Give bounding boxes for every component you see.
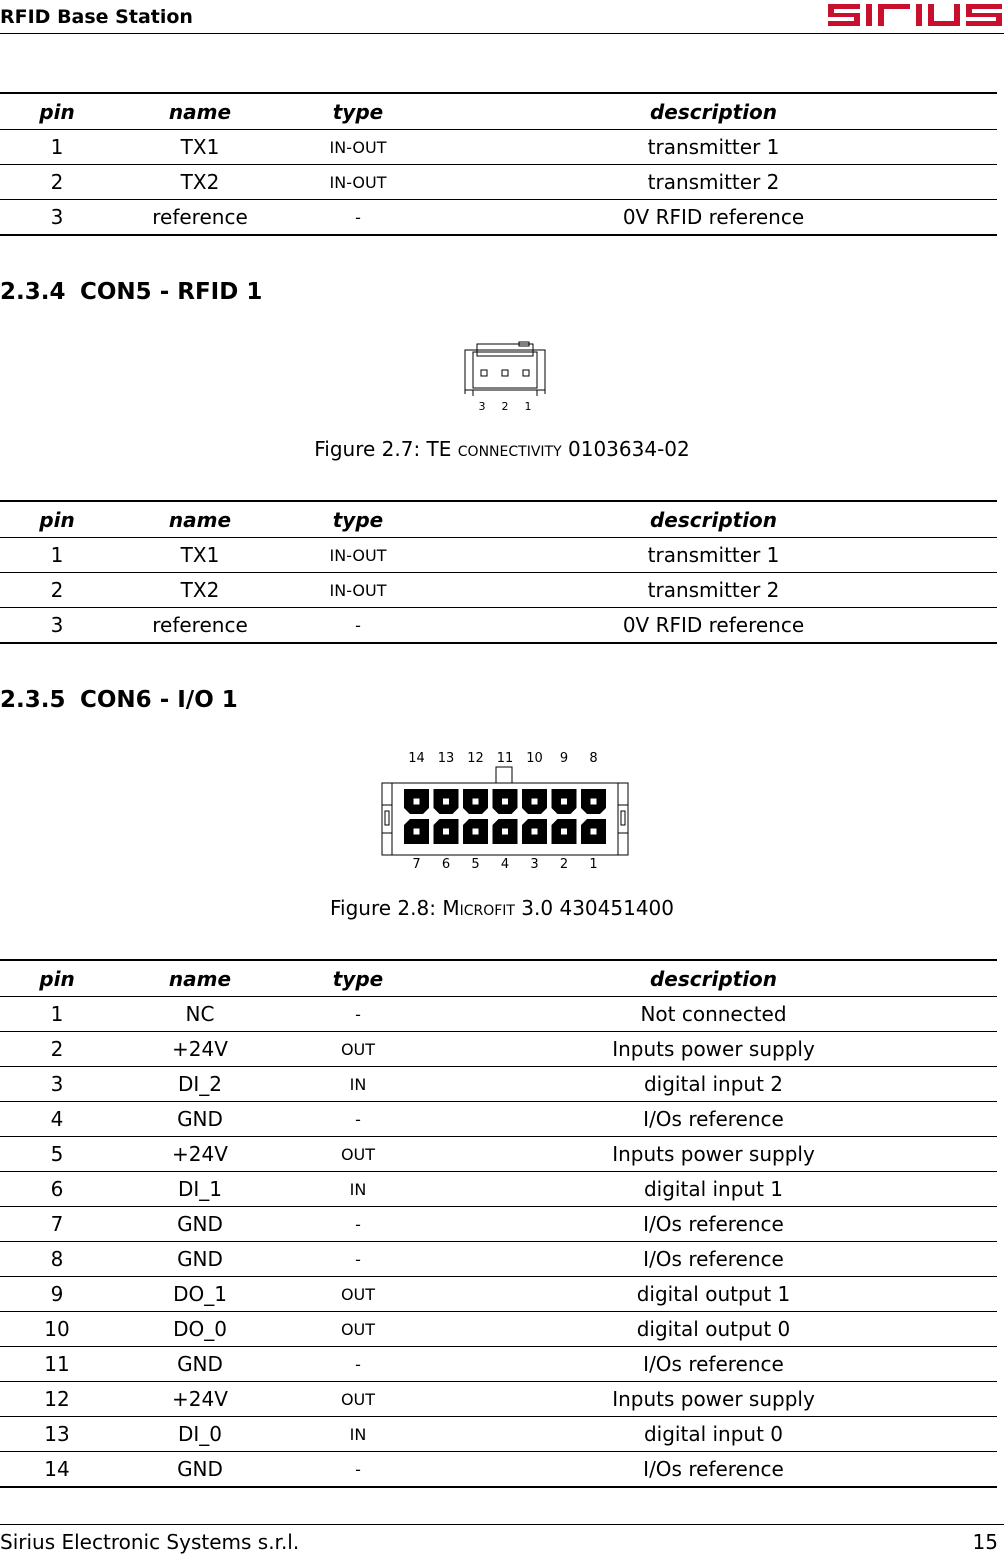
pin-contact (502, 829, 508, 835)
pin-table-1 (0, 92, 997, 236)
caption-prefix: Figure 2.8: (329, 896, 443, 920)
table-row (0, 1277, 997, 1312)
col-description: description (430, 93, 997, 130)
figure-caption-2-8 (0, 896, 1004, 920)
cell-pin: 13 (0, 1417, 114, 1452)
cell-name: TX2 (114, 165, 286, 200)
pin-contact (443, 829, 449, 835)
pin-table-3 (0, 959, 997, 1488)
cell-description: transmitter 2 (430, 573, 997, 608)
cell-type: IN (286, 1417, 430, 1452)
cell-type: - (286, 1242, 430, 1277)
col-description: description (430, 501, 997, 538)
cell-type: - (286, 1452, 430, 1488)
cell-description: digital input 2 (430, 1067, 997, 1102)
pin-square-3 (481, 370, 487, 376)
cell-pin: 11 (0, 1347, 114, 1382)
cell-type: OUT (286, 1032, 430, 1067)
section-title: CON5 - RFID 1 (80, 279, 263, 305)
cell-name: NC (114, 997, 286, 1032)
pin-contact (502, 799, 508, 805)
cell-description: digital input 1 (430, 1172, 997, 1207)
cell-name: DO_0 (114, 1312, 286, 1347)
pin-contact (532, 829, 538, 835)
cell-name: GND (114, 1102, 286, 1137)
header-title: RFID Base Station (0, 6, 193, 28)
table-row (0, 1102, 997, 1137)
cell-name: GND (114, 1452, 286, 1488)
cell-description: Not connected (430, 997, 997, 1032)
col-type: type (286, 93, 430, 130)
pin-label-bottom: 2 (559, 857, 569, 872)
cell-type: IN-OUT (286, 165, 430, 200)
pin-label: 1 (524, 400, 532, 413)
section-number: 2.3.4 (0, 279, 66, 305)
section-title: CON6 - I/O 1 (80, 687, 238, 713)
cell-description: transmitter 1 (430, 130, 997, 165)
pin-contact (473, 829, 479, 835)
pin-contact (532, 799, 538, 805)
cell-name: +24V (114, 1137, 286, 1172)
table-row (0, 1382, 997, 1417)
section-heading-con5 (0, 279, 262, 305)
cell-description: 0V RFID reference (430, 200, 997, 236)
cell-type: - (286, 1347, 430, 1382)
col-name: name (114, 93, 286, 130)
pin-label-top: 12 (467, 751, 484, 766)
table-row (0, 1347, 997, 1382)
pin-label-top: 14 (408, 751, 425, 766)
cell-pin: 14 (0, 1452, 114, 1488)
cell-type: OUT (286, 1137, 430, 1172)
pin-label: 3 (478, 400, 486, 413)
footer-company: Sirius Electronic Systems s.r.l. (0, 1530, 300, 1554)
cell-type: IN-OUT (286, 130, 430, 165)
col-pin: pin (0, 960, 114, 997)
cell-description: digital output 0 (430, 1312, 997, 1347)
cell-description: Inputs power supply (430, 1032, 997, 1067)
cell-name: DI_1 (114, 1172, 286, 1207)
cell-pin: 1 (0, 130, 114, 165)
cell-pin: 8 (0, 1242, 114, 1277)
section-heading-con6 (0, 687, 238, 713)
pin-contact (414, 829, 420, 835)
cell-name: GND (114, 1347, 286, 1382)
connector-3pin-drawing (462, 340, 548, 415)
pin-label-top: 10 (526, 751, 543, 766)
cell-pin: 2 (0, 165, 114, 200)
pin-square-2 (502, 370, 508, 376)
cell-description: I/Os reference (430, 1242, 997, 1277)
page-number: 15 (972, 1530, 998, 1554)
cell-type: - (286, 1207, 430, 1242)
cell-description: Inputs power supply (430, 1137, 997, 1172)
table-row (0, 1207, 997, 1242)
caption-smallcaps: connectivity (457, 437, 562, 461)
cell-pin: 1 (0, 997, 114, 1032)
cell-name: GND (114, 1242, 286, 1277)
connector-14pin-drawing (378, 745, 632, 875)
cell-name: DI_2 (114, 1067, 286, 1102)
cell-description: digital output 1 (430, 1277, 997, 1312)
cell-type: - (286, 1102, 430, 1137)
cell-type: IN (286, 1067, 430, 1102)
col-description: description (430, 960, 997, 997)
cell-type: OUT (286, 1382, 430, 1417)
pin-contact (561, 799, 567, 805)
pin-label-bottom: 6 (441, 857, 451, 872)
table-row (0, 1032, 997, 1067)
pin-contact (561, 829, 567, 835)
cell-pin: 12 (0, 1382, 114, 1417)
cell-pin: 2 (0, 573, 114, 608)
cell-pin: 6 (0, 1172, 114, 1207)
cell-type: - (286, 997, 430, 1032)
cell-type: OUT (286, 1312, 430, 1347)
cell-pin: 7 (0, 1207, 114, 1242)
cell-pin: 10 (0, 1312, 114, 1347)
cell-description: Inputs power supply (430, 1382, 997, 1417)
cell-description: I/Os reference (430, 1207, 997, 1242)
col-name: name (114, 501, 286, 538)
pin-square-1 (523, 370, 529, 376)
pin-label: 2 (501, 400, 509, 413)
pin-contact (443, 799, 449, 805)
pin-label-top: 9 (559, 751, 569, 766)
table-row (0, 573, 997, 608)
pin-contact (473, 799, 479, 805)
table-row (0, 997, 997, 1032)
table-row (0, 1242, 997, 1277)
cell-name: reference (114, 200, 286, 236)
cell-description: 0V RFID reference (430, 608, 997, 644)
col-pin: pin (0, 501, 114, 538)
table-row (0, 165, 997, 200)
cell-name: reference (114, 608, 286, 644)
table-row (0, 608, 997, 644)
pin-label-bottom: 1 (589, 857, 598, 872)
cell-name: GND (114, 1207, 286, 1242)
cell-pin: 3 (0, 608, 114, 644)
cell-description: I/Os reference (430, 1102, 997, 1137)
pin-label-top: 8 (589, 751, 598, 766)
cell-type: - (286, 608, 430, 644)
caption-prefix: Figure 2.7: TE (314, 437, 458, 461)
table-row (0, 1137, 997, 1172)
pin-label-bottom: 5 (471, 857, 480, 872)
cell-name: DI_0 (114, 1417, 286, 1452)
pin-contact (414, 799, 420, 805)
caption-suffix: 0103634-02 (561, 437, 690, 461)
pin-label-bottom: 3 (530, 857, 539, 872)
cell-name: TX1 (114, 538, 286, 573)
cell-pin: 3 (0, 1067, 114, 1102)
cell-pin: 3 (0, 200, 114, 236)
footer-rule (0, 1524, 1004, 1525)
cell-name: +24V (114, 1382, 286, 1417)
cell-description: transmitter 2 (430, 165, 997, 200)
pin-table-2 (0, 500, 997, 644)
cell-pin: 1 (0, 538, 114, 573)
cell-description: transmitter 1 (430, 538, 997, 573)
cell-type: IN-OUT (286, 573, 430, 608)
table-row (0, 1312, 997, 1347)
section-number: 2.3.5 (0, 687, 66, 713)
caption-suffix: 3.0 430451400 (514, 896, 674, 920)
cell-pin: 4 (0, 1102, 114, 1137)
pin-label-bottom: 7 (412, 857, 421, 872)
table-row (0, 200, 997, 236)
table-row (0, 538, 997, 573)
cell-description: digital input 0 (430, 1417, 997, 1452)
cell-description: I/Os reference (430, 1452, 997, 1488)
cell-description: I/Os reference (430, 1347, 997, 1382)
cell-type: - (286, 200, 430, 236)
cell-pin: 9 (0, 1277, 114, 1312)
col-type: type (286, 501, 430, 538)
cell-pin: 5 (0, 1137, 114, 1172)
cell-name: TX2 (114, 573, 286, 608)
col-type: type (286, 960, 430, 997)
cell-name: DO_1 (114, 1277, 286, 1312)
pin-label-bottom: 4 (500, 857, 510, 872)
sirius-logo (826, 2, 1004, 28)
caption-smallcaps: Microfit (442, 896, 515, 920)
cell-type: IN-OUT (286, 538, 430, 573)
cell-name: TX1 (114, 130, 286, 165)
pin-label-top: 11 (496, 751, 514, 766)
cell-pin: 2 (0, 1032, 114, 1067)
col-name: name (114, 960, 286, 997)
cell-name: +24V (114, 1032, 286, 1067)
pin-label-top: 13 (437, 751, 455, 766)
cell-type: OUT (286, 1277, 430, 1312)
table-row (0, 1172, 997, 1207)
pin-contact (591, 799, 597, 805)
header-rule (0, 33, 1004, 34)
table-row (0, 1067, 997, 1102)
col-pin: pin (0, 93, 114, 130)
cell-type: IN (286, 1172, 430, 1207)
pin-contact (591, 829, 597, 835)
table-row (0, 130, 997, 165)
table-row (0, 1452, 997, 1488)
figure-caption-2-7 (0, 437, 1004, 461)
table-row (0, 1417, 997, 1452)
